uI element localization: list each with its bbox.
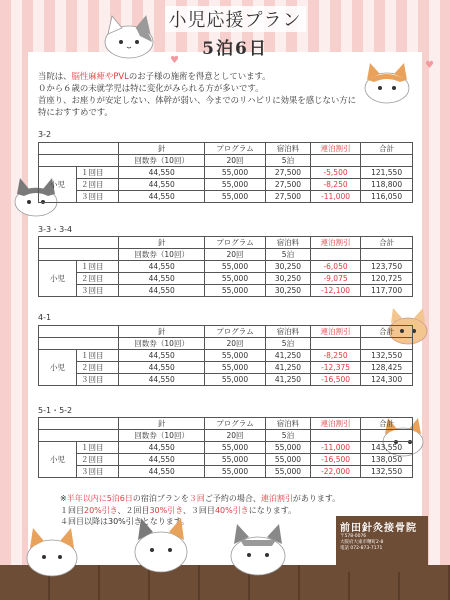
table-cell: 55,000 xyxy=(204,179,265,191)
sub-blank xyxy=(361,430,413,442)
table-cell: 118,800 xyxy=(361,179,413,191)
sub-program: 20回 xyxy=(204,249,265,261)
sub-ticket: 回数券（10回） xyxy=(119,338,205,350)
table-cell: 44,550 xyxy=(119,167,205,179)
table-row xyxy=(39,454,413,466)
table-cell: 44,550 xyxy=(119,191,205,203)
discount-note xyxy=(60,493,340,528)
intro-line: 特におすすめです。 xyxy=(38,107,113,117)
row-label: ２回目 xyxy=(77,273,119,285)
note-text: 、２回目 xyxy=(117,505,150,515)
table-cell: 27,500 xyxy=(265,191,310,203)
table-blank-cell xyxy=(39,338,119,350)
sub-ticket: 回数券（10回） xyxy=(119,155,205,167)
table-cell: -16,500 xyxy=(310,374,360,386)
plan-title xyxy=(160,6,310,59)
table-subheader-row xyxy=(39,155,413,167)
row-group-label: 小児 xyxy=(39,261,77,297)
table-corner-cell xyxy=(39,418,119,430)
sub-blank xyxy=(361,249,413,261)
table-blank-cell xyxy=(39,155,119,167)
note-text: 、３回目 xyxy=(182,505,215,515)
header-discount: 連泊割引 xyxy=(310,326,360,338)
table-cell: -12,375 xyxy=(310,362,360,374)
table-cell: -6,050 xyxy=(310,261,360,273)
table-cell: 143,550 xyxy=(361,442,413,454)
table-cell: 30,250 xyxy=(265,261,310,273)
note-text: があります。 xyxy=(292,494,341,503)
table-header-row xyxy=(39,143,413,155)
note-highlight: 40%引き xyxy=(214,505,249,515)
sub-stay: 5泊 xyxy=(265,155,310,167)
sub-ticket: 回数券（10回） xyxy=(119,249,205,261)
row-group-label: 小児 xyxy=(39,350,77,386)
heart-icon: ♥ xyxy=(170,55,179,66)
table-row xyxy=(39,350,413,362)
table-cell: 55,000 xyxy=(265,466,310,478)
table-cell: 44,550 xyxy=(119,362,205,374)
price-table xyxy=(38,325,413,386)
row-label: １回目 xyxy=(77,167,119,179)
sub-program: 20回 xyxy=(204,430,265,442)
note-text: ４回目以降は30%引きとなります。 xyxy=(60,517,190,526)
clinic-name: 前田針灸接骨院 xyxy=(340,523,417,534)
plan-title-main: 小児応援プラン xyxy=(165,6,306,32)
table-cell: 120,725 xyxy=(361,273,413,285)
row-label: ２回目 xyxy=(77,454,119,466)
table-corner-cell xyxy=(39,326,119,338)
plan-title-duration: 5泊6日 xyxy=(202,39,268,59)
table-cell: 55,000 xyxy=(204,442,265,454)
table-cell: 41,250 xyxy=(265,362,310,374)
table-row xyxy=(39,179,413,191)
sub-blank xyxy=(361,155,413,167)
table-cell: 116,050 xyxy=(361,191,413,203)
price-table xyxy=(38,142,413,203)
note-text: になります。 xyxy=(248,505,297,515)
table-cell: -11,000 xyxy=(310,442,360,454)
price-table xyxy=(38,236,413,297)
sub-blank xyxy=(310,155,360,167)
table-cell: 121,550 xyxy=(361,167,413,179)
note-text: ご予約の場合、 xyxy=(204,494,261,503)
clinic-zip: 〒578-0076 xyxy=(340,534,367,539)
clinic-phone: 電話 072-873-7171 xyxy=(340,546,383,551)
table-cell: 124,300 xyxy=(361,374,413,386)
table-cell: 55,000 xyxy=(204,167,265,179)
header-total: 合計 xyxy=(361,143,413,155)
table-cell: 44,550 xyxy=(119,350,205,362)
header-hari: 針 xyxy=(119,326,205,338)
sub-program: 20回 xyxy=(204,155,265,167)
clinic-address: 大阪府大東市曙町2-8 xyxy=(340,540,384,545)
header-program: プログラム xyxy=(204,418,265,430)
note-highlight: ３回 xyxy=(188,494,205,503)
sub-stay: 5泊 xyxy=(265,430,310,442)
table-header-row xyxy=(39,326,413,338)
table-cell: 55,000 xyxy=(204,261,265,273)
table-subheader-row xyxy=(39,249,413,261)
table-cell: 44,550 xyxy=(119,466,205,478)
table-row xyxy=(39,167,413,179)
sub-stay: 5泊 xyxy=(265,249,310,261)
table-cell: 132,550 xyxy=(361,466,413,478)
row-group-label: 小児 xyxy=(39,167,77,203)
table-cell: 41,250 xyxy=(265,374,310,386)
table-cell: 55,000 xyxy=(204,285,265,297)
note-highlight: 半年以内に5泊6日 xyxy=(66,494,133,503)
table-section-label: 5-1・5-2 xyxy=(38,406,73,415)
row-label: ２回目 xyxy=(77,362,119,374)
table-blank-cell xyxy=(39,430,119,442)
intro-line: ０から６歳の未就学児は特に変化がみられる方が多いです。 xyxy=(38,83,264,93)
row-label: ３回目 xyxy=(77,374,119,386)
table-cell: 27,500 xyxy=(265,167,310,179)
table-row xyxy=(39,191,413,203)
table-blank-cell xyxy=(39,249,119,261)
table-subheader-row xyxy=(39,338,413,350)
table-cell: -5,500 xyxy=(310,167,360,179)
header-stay: 宿泊料 xyxy=(265,143,310,155)
table-header-row xyxy=(39,237,413,249)
table-cell: 41,250 xyxy=(265,350,310,362)
table-section-label: 4-1 xyxy=(38,313,52,322)
table-cell: 55,000 xyxy=(204,350,265,362)
table-cell: -11,000 xyxy=(310,191,360,203)
table-cell: 44,550 xyxy=(119,261,205,273)
header-program: プログラム xyxy=(204,143,265,155)
table-corner-cell xyxy=(39,143,119,155)
table-cell: -12,100 xyxy=(310,285,360,297)
table-cell: 44,550 xyxy=(119,374,205,386)
table-cell: 55,000 xyxy=(204,273,265,285)
table-cell: -16,500 xyxy=(310,454,360,466)
table-cell: 55,000 xyxy=(265,442,310,454)
table-row xyxy=(39,466,413,478)
header-stay: 宿泊料 xyxy=(265,418,310,430)
table-row xyxy=(39,374,413,386)
table-cell: 44,550 xyxy=(119,179,205,191)
header-hari: 針 xyxy=(119,237,205,249)
sub-blank xyxy=(310,249,360,261)
table-cell: -8,250 xyxy=(310,350,360,362)
intro-text-part: 当院は、 xyxy=(38,71,72,81)
table-row xyxy=(39,273,413,285)
note-text: １回目 xyxy=(60,505,84,515)
sub-program: 20回 xyxy=(204,338,265,350)
row-group-label: 小児 xyxy=(39,442,77,478)
sub-stay: 5泊 xyxy=(265,338,310,350)
cat-illustration-top xyxy=(100,12,158,60)
table-cell: 55,000 xyxy=(265,454,310,466)
header-stay: 宿泊料 xyxy=(265,326,310,338)
price-table xyxy=(38,417,413,478)
table-corner-cell xyxy=(39,237,119,249)
cat-illustration-floor-3 xyxy=(226,522,290,580)
table-section-label: 3-3・3-4 xyxy=(38,225,73,234)
table-row xyxy=(39,261,413,273)
note-highlight: 連泊割引 xyxy=(260,494,293,503)
header-stay: 宿泊料 xyxy=(265,237,310,249)
table-cell: 30,250 xyxy=(265,273,310,285)
row-label: ３回目 xyxy=(77,285,119,297)
sub-ticket: 回数券（10回） xyxy=(119,430,205,442)
table-row xyxy=(39,442,413,454)
row-label: ２回目 xyxy=(77,179,119,191)
table-row xyxy=(39,285,413,297)
header-total: 合計 xyxy=(361,237,413,249)
table-cell: 55,000 xyxy=(204,362,265,374)
cat-illustration-floor-2 xyxy=(130,516,192,576)
table-cell: 44,550 xyxy=(119,454,205,466)
heart-icon: ♥ xyxy=(425,60,434,71)
table-cell: 55,000 xyxy=(204,454,265,466)
note-highlight: 20%引き xyxy=(84,505,118,515)
row-label: ３回目 xyxy=(77,191,119,203)
header-total: 合計 xyxy=(361,326,413,338)
table-cell: 138,050 xyxy=(361,454,413,466)
table-cell: 55,000 xyxy=(204,466,265,478)
table-cell: 123,750 xyxy=(361,261,413,273)
header-discount: 連泊割引 xyxy=(310,143,360,155)
table-row xyxy=(39,362,413,374)
header-program: プログラム xyxy=(204,237,265,249)
note-text: の宿泊プランを xyxy=(132,494,189,503)
table-header-row xyxy=(39,418,413,430)
row-label: ３回目 xyxy=(77,466,119,478)
row-label: １回目 xyxy=(77,261,119,273)
table-cell: 128,425 xyxy=(361,362,413,374)
note-highlight: 30%引き xyxy=(149,505,183,515)
table-cell: 55,000 xyxy=(204,374,265,386)
header-discount: 連泊割引 xyxy=(310,237,360,249)
sub-blank xyxy=(310,430,360,442)
table-cell: 30,250 xyxy=(265,285,310,297)
intro-line: 首座り、お座りが安定しない、体幹が弱い、今までのリハビリに効果を感じない方に xyxy=(38,95,356,105)
header-discount: 連泊割引 xyxy=(310,418,360,430)
header-hari: 針 xyxy=(119,143,205,155)
table-cell: 27,500 xyxy=(265,179,310,191)
intro-text-part: のお子様の施術を得意としています。 xyxy=(128,71,271,81)
table-section-label: 3-2 xyxy=(38,130,52,139)
table-cell: 44,550 xyxy=(119,285,205,297)
sub-blank xyxy=(310,338,360,350)
header-total: 合計 xyxy=(361,418,413,430)
row-label: １回目 xyxy=(77,442,119,454)
table-cell: 132,550 xyxy=(361,350,413,362)
sub-blank xyxy=(361,338,413,350)
row-label: １回目 xyxy=(77,350,119,362)
table-cell: 44,550 xyxy=(119,273,205,285)
table-cell: 44,550 xyxy=(119,442,205,454)
table-cell: -9,075 xyxy=(310,273,360,285)
clinic-sign xyxy=(336,516,428,572)
header-program: プログラム xyxy=(204,326,265,338)
intro-highlight: 脳性麻痺やPVL xyxy=(71,71,129,81)
table-subheader-row xyxy=(39,430,413,442)
header-hari: 針 xyxy=(119,418,205,430)
intro-text xyxy=(38,70,408,118)
cat-illustration-floor-1 xyxy=(22,526,82,578)
table-cell: 117,700 xyxy=(361,285,413,297)
table-cell: -8,250 xyxy=(310,179,360,191)
table-cell: -22,000 xyxy=(310,466,360,478)
table-cell: 55,000 xyxy=(204,191,265,203)
note-text: ※ xyxy=(60,494,67,503)
